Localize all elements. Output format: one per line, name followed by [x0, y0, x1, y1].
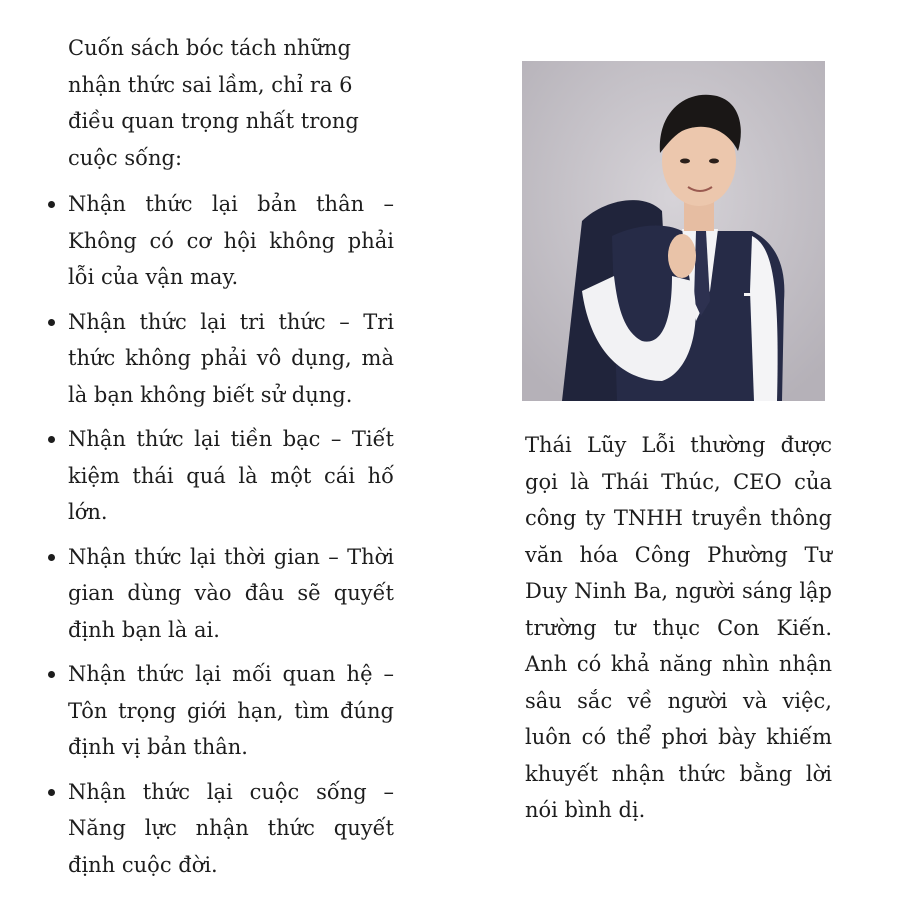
list-item-text: Nhận thức lại tiền bạc – Tiết kiệm thái quá là một cái hố lớn. — [68, 427, 394, 524]
list-item — [68, 421, 394, 531]
intro-paragraph: Cuốn sách bóc tách những nhận thức sai lầm, chỉ ra 6 điều quan trọng nhất trong cuộc sống: — [68, 36, 359, 170]
list-item-text: Nhận thức lại tri thức – Tri thức không phải vô dụng, mà là bạn không biết sử dụng. — [68, 309, 394, 407]
author-photo — [522, 61, 825, 401]
list-item — [68, 656, 394, 766]
list-item — [68, 304, 394, 414]
book-description — [68, 30, 394, 891]
bullet-dot-icon — [48, 671, 55, 678]
list-item-text: Nhận thức lại mối quan hệ – Tôn trọng giới hạn, tìm đúng định vị bản thân. — [68, 662, 394, 759]
bullet-dot-icon — [48, 554, 55, 561]
list-item-text: Nhận thức lại bản thân – Không có cơ hội không phải lỗi của vận may. — [68, 192, 394, 289]
list-item-text: Nhận thức lại thời gian – Thời gian dùng vào đâu sẽ quyết định bạn là ai. — [68, 544, 394, 642]
list-item — [68, 539, 394, 649]
bullet-dot-icon — [48, 436, 55, 443]
list-item — [68, 186, 394, 296]
author-bio: Thái Lũy Lỗi thường được gọi là Thái Thúc, CEO của công ty TNHH truyền thông văn hóa Công Phường Tư Duy Ninh Ba, người sáng lập trường tư thục Con Kiến. Anh có khả năng nhìn nhận sâu sắc về người và việc, luôn có thể phơi bày khiếm khuyết nhận thức bằng lời nói bình dị. — [525, 433, 832, 822]
list-item — [68, 774, 394, 884]
bullet-dot-icon — [48, 319, 55, 326]
list-item-text: Nhận thức lại cuộc sống – Năng lực nhận thức quyết định cuộc đời. — [68, 779, 394, 877]
bullet-dot-icon — [48, 201, 55, 208]
key-points-list — [68, 186, 394, 883]
bullet-dot-icon — [48, 789, 55, 796]
author-portrait-illustration — [522, 61, 825, 401]
